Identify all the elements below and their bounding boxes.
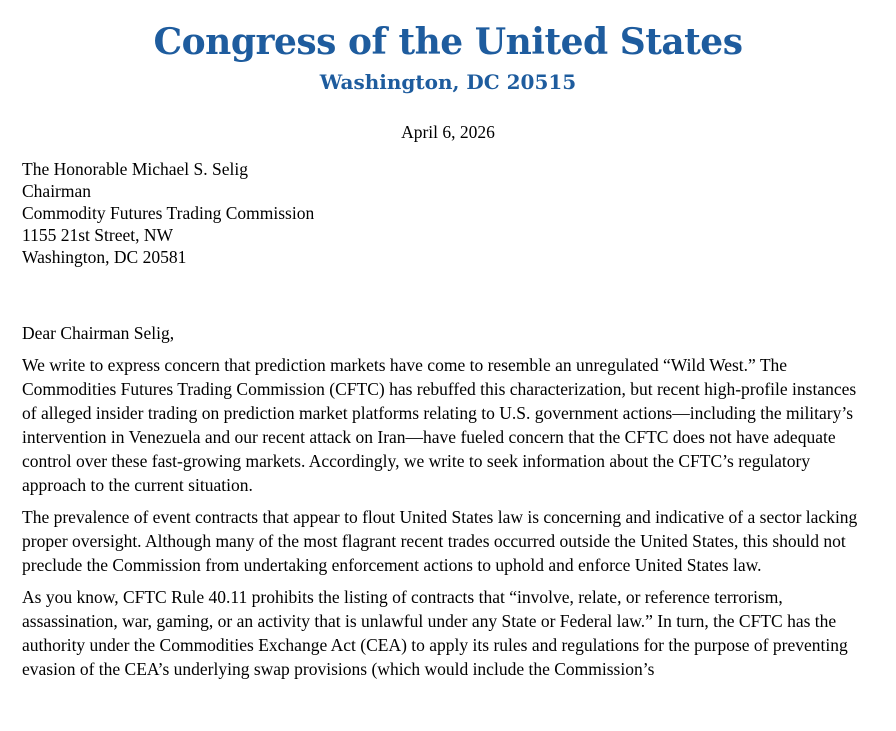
- letter-page: [0, 22, 896, 731]
- recipient-title-line: Chairman: [22, 181, 92, 202]
- letterhead-subtitle: Washington, DC 20515: [319, 70, 577, 95]
- recipient-org-line: Commodity Futures Trading Commission: [22, 203, 315, 224]
- recipient-street-line: 1155 21st Street, NW: [22, 225, 173, 246]
- salutation: Dear Chairman Selig,: [22, 323, 175, 344]
- body-paragraph-1: We write to express concern that prediction markets have come to resemble an unregulated “Wild West.” The Commodities Futures Trading Commission (CFTC) has rebuffed this characterization, but recent high-profile instances of alleged insider trading on prediction market platforms relating to U.S. government actions—including the military’s intervention in Venezuela and our recent attack on Iran—have fueled concern that the CFTC does not have adequate control over these fast-growing markets. Accordingly, we write to seek information about the CFTC’s regulatory approach to the current situation.: [22, 355, 857, 496]
- recipient-name-line: The Honorable Michael S. Selig: [22, 159, 248, 180]
- body-paragraph-2: The prevalence of event contracts that appear to flout United States law is concerning and indicative of a sector lacking proper oversight. Although many of the most flagrant recent trades occurred outside the United States, this should not preclude the Commission from undertaking enforcement actions to uphold and enforce United States law.: [22, 507, 858, 576]
- letterhead-title: Congress of the United States: [153, 21, 743, 63]
- recipient-city-line: Washington, DC 20581: [22, 247, 187, 268]
- recipient-address: [22, 158, 874, 268]
- body-paragraph-3: As you know, CFTC Rule 40.11 prohibits the listing of contracts that “involve, relate, or reference terrorism, assassination, war, gaming, or an activity that is unlawful under any State or Federal law.” In turn, the CFTC has the authority under the Commodities Exchange Act (CEA) to apply its rules and regulations for the purpose of preventing evasion of the CEA’s underlying swap provisions (which would include the Commission’s: [22, 587, 848, 680]
- letterhead: [22, 22, 874, 94]
- letter-date: April 6, 2026: [401, 122, 495, 143]
